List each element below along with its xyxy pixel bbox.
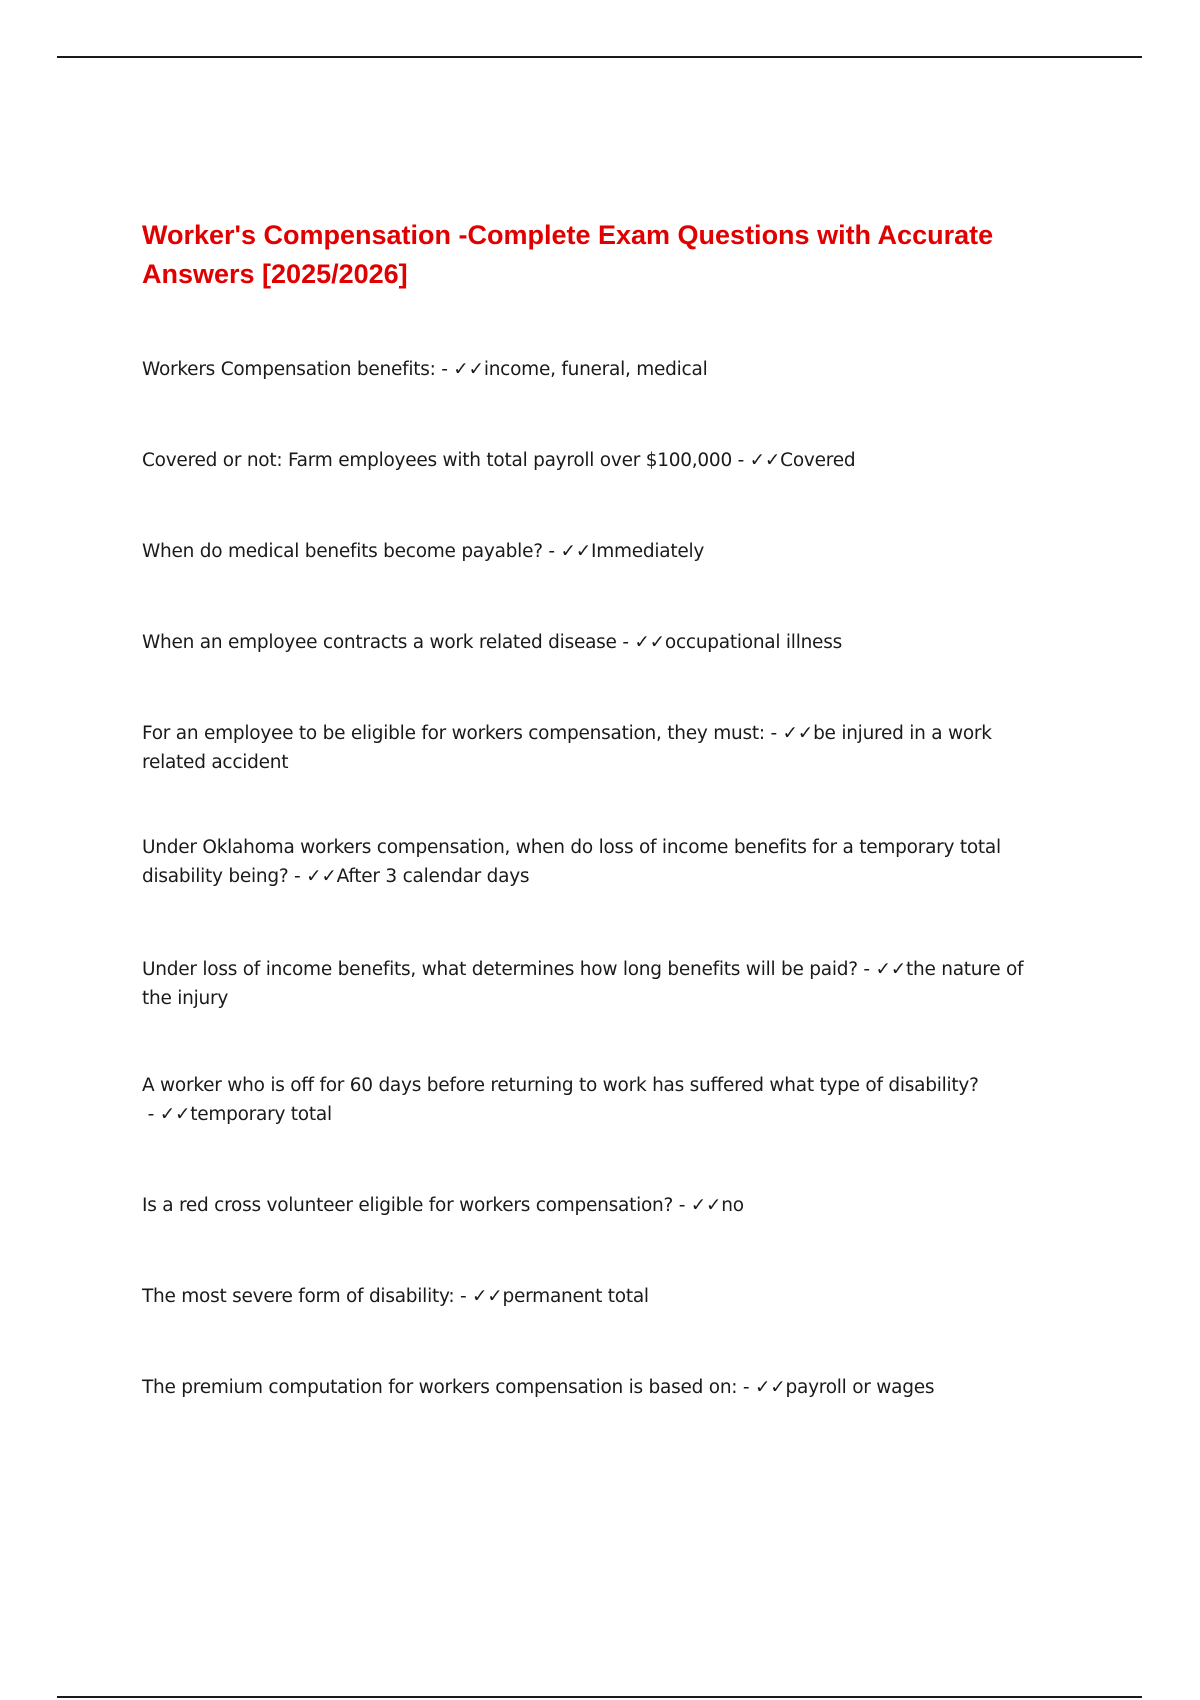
separator: -: [764, 723, 783, 744]
separator: -: [737, 1377, 755, 1398]
check-mark-icon: ✓✓: [159, 1104, 191, 1125]
check-mark-icon: ✓✓: [754, 1377, 786, 1398]
separator: -: [142, 1104, 160, 1125]
qa-item: [142, 719, 1057, 777]
question-text: Under Oklahoma workers compensation, when do loss of income benefits for a temporary total disability being?: [142, 837, 1001, 887]
separator: -: [673, 1195, 691, 1216]
check-mark-icon: ✓✓: [875, 959, 906, 980]
check-mark-icon: ✓✓: [306, 866, 337, 887]
answer-text: no: [721, 1195, 744, 1216]
answer-text: After 3 calendar days: [336, 866, 530, 887]
question-text: For an employee to be eligible for workers compensation, they must:: [142, 723, 765, 744]
check-mark-icon: ✓✓: [560, 541, 591, 562]
qa-item: [142, 537, 1057, 566]
separator: -: [288, 866, 307, 887]
question-text: Workers Compensation benefits:: [142, 359, 436, 380]
qa-item: [142, 355, 1057, 384]
check-mark-icon: ✓✓: [453, 359, 484, 380]
answer-text: be injured in a work related accident: [142, 723, 992, 773]
separator: -: [616, 632, 635, 653]
qa-item: [142, 955, 1057, 1013]
bottom-rule: [57, 1696, 1142, 1698]
separator: -: [435, 359, 454, 380]
separator: -: [731, 450, 750, 471]
qa-item: [142, 1282, 1057, 1311]
check-mark-icon: ✓✓: [782, 723, 814, 744]
check-mark-icon: ✓✓: [472, 1286, 503, 1307]
answer-text: permanent total: [502, 1286, 649, 1307]
answer-text: Covered: [780, 450, 856, 471]
separator: -: [857, 959, 876, 980]
question-text: Is a red cross volunteer eligible for workers compensation?: [142, 1195, 674, 1216]
separator: -: [454, 1286, 472, 1307]
question-text: When an employee contracts a work related disease: [142, 632, 617, 653]
question-text: Covered or not: Farm employees with total payroll over $100,000: [142, 450, 732, 471]
question-text: Under loss of income benefits, what determines how long benefits will be paid?: [142, 959, 858, 980]
qa-item: [142, 1071, 1057, 1129]
qa-item: [142, 628, 1057, 657]
answer-text: occupational illness: [664, 632, 842, 653]
qa-item: [142, 833, 1057, 891]
answer-text: Immediately: [590, 541, 705, 562]
question-text: A worker who is off for 60 days before returning to work has suffered what type of disability?: [142, 1075, 979, 1096]
top-rule: [57, 56, 1142, 58]
question-text: The most severe form of disability:: [142, 1286, 455, 1307]
qa-item: [142, 446, 1057, 475]
qa-item: [142, 1191, 1057, 1220]
check-mark-icon: ✓✓: [749, 450, 781, 471]
qa-list: [142, 355, 1057, 1402]
separator: -: [542, 541, 561, 562]
qa-item: [142, 1373, 1057, 1402]
answer-text: temporary total: [190, 1104, 332, 1125]
answer-text: payroll or wages: [785, 1377, 935, 1398]
document-title: Worker's Compensation -Complete Exam Questions with Accurate Answers [2025/2026]: [142, 220, 994, 289]
question-text: The premium computation for workers compensation is based on:: [142, 1377, 738, 1398]
check-mark-icon: ✓✓: [634, 632, 665, 653]
answer-text: the nature of the injury: [142, 959, 1024, 1009]
check-mark-icon: ✓✓: [690, 1195, 722, 1216]
answer-text: income, funeral, medical: [483, 359, 708, 380]
question-text: When do medical benefits become payable?: [142, 541, 543, 562]
